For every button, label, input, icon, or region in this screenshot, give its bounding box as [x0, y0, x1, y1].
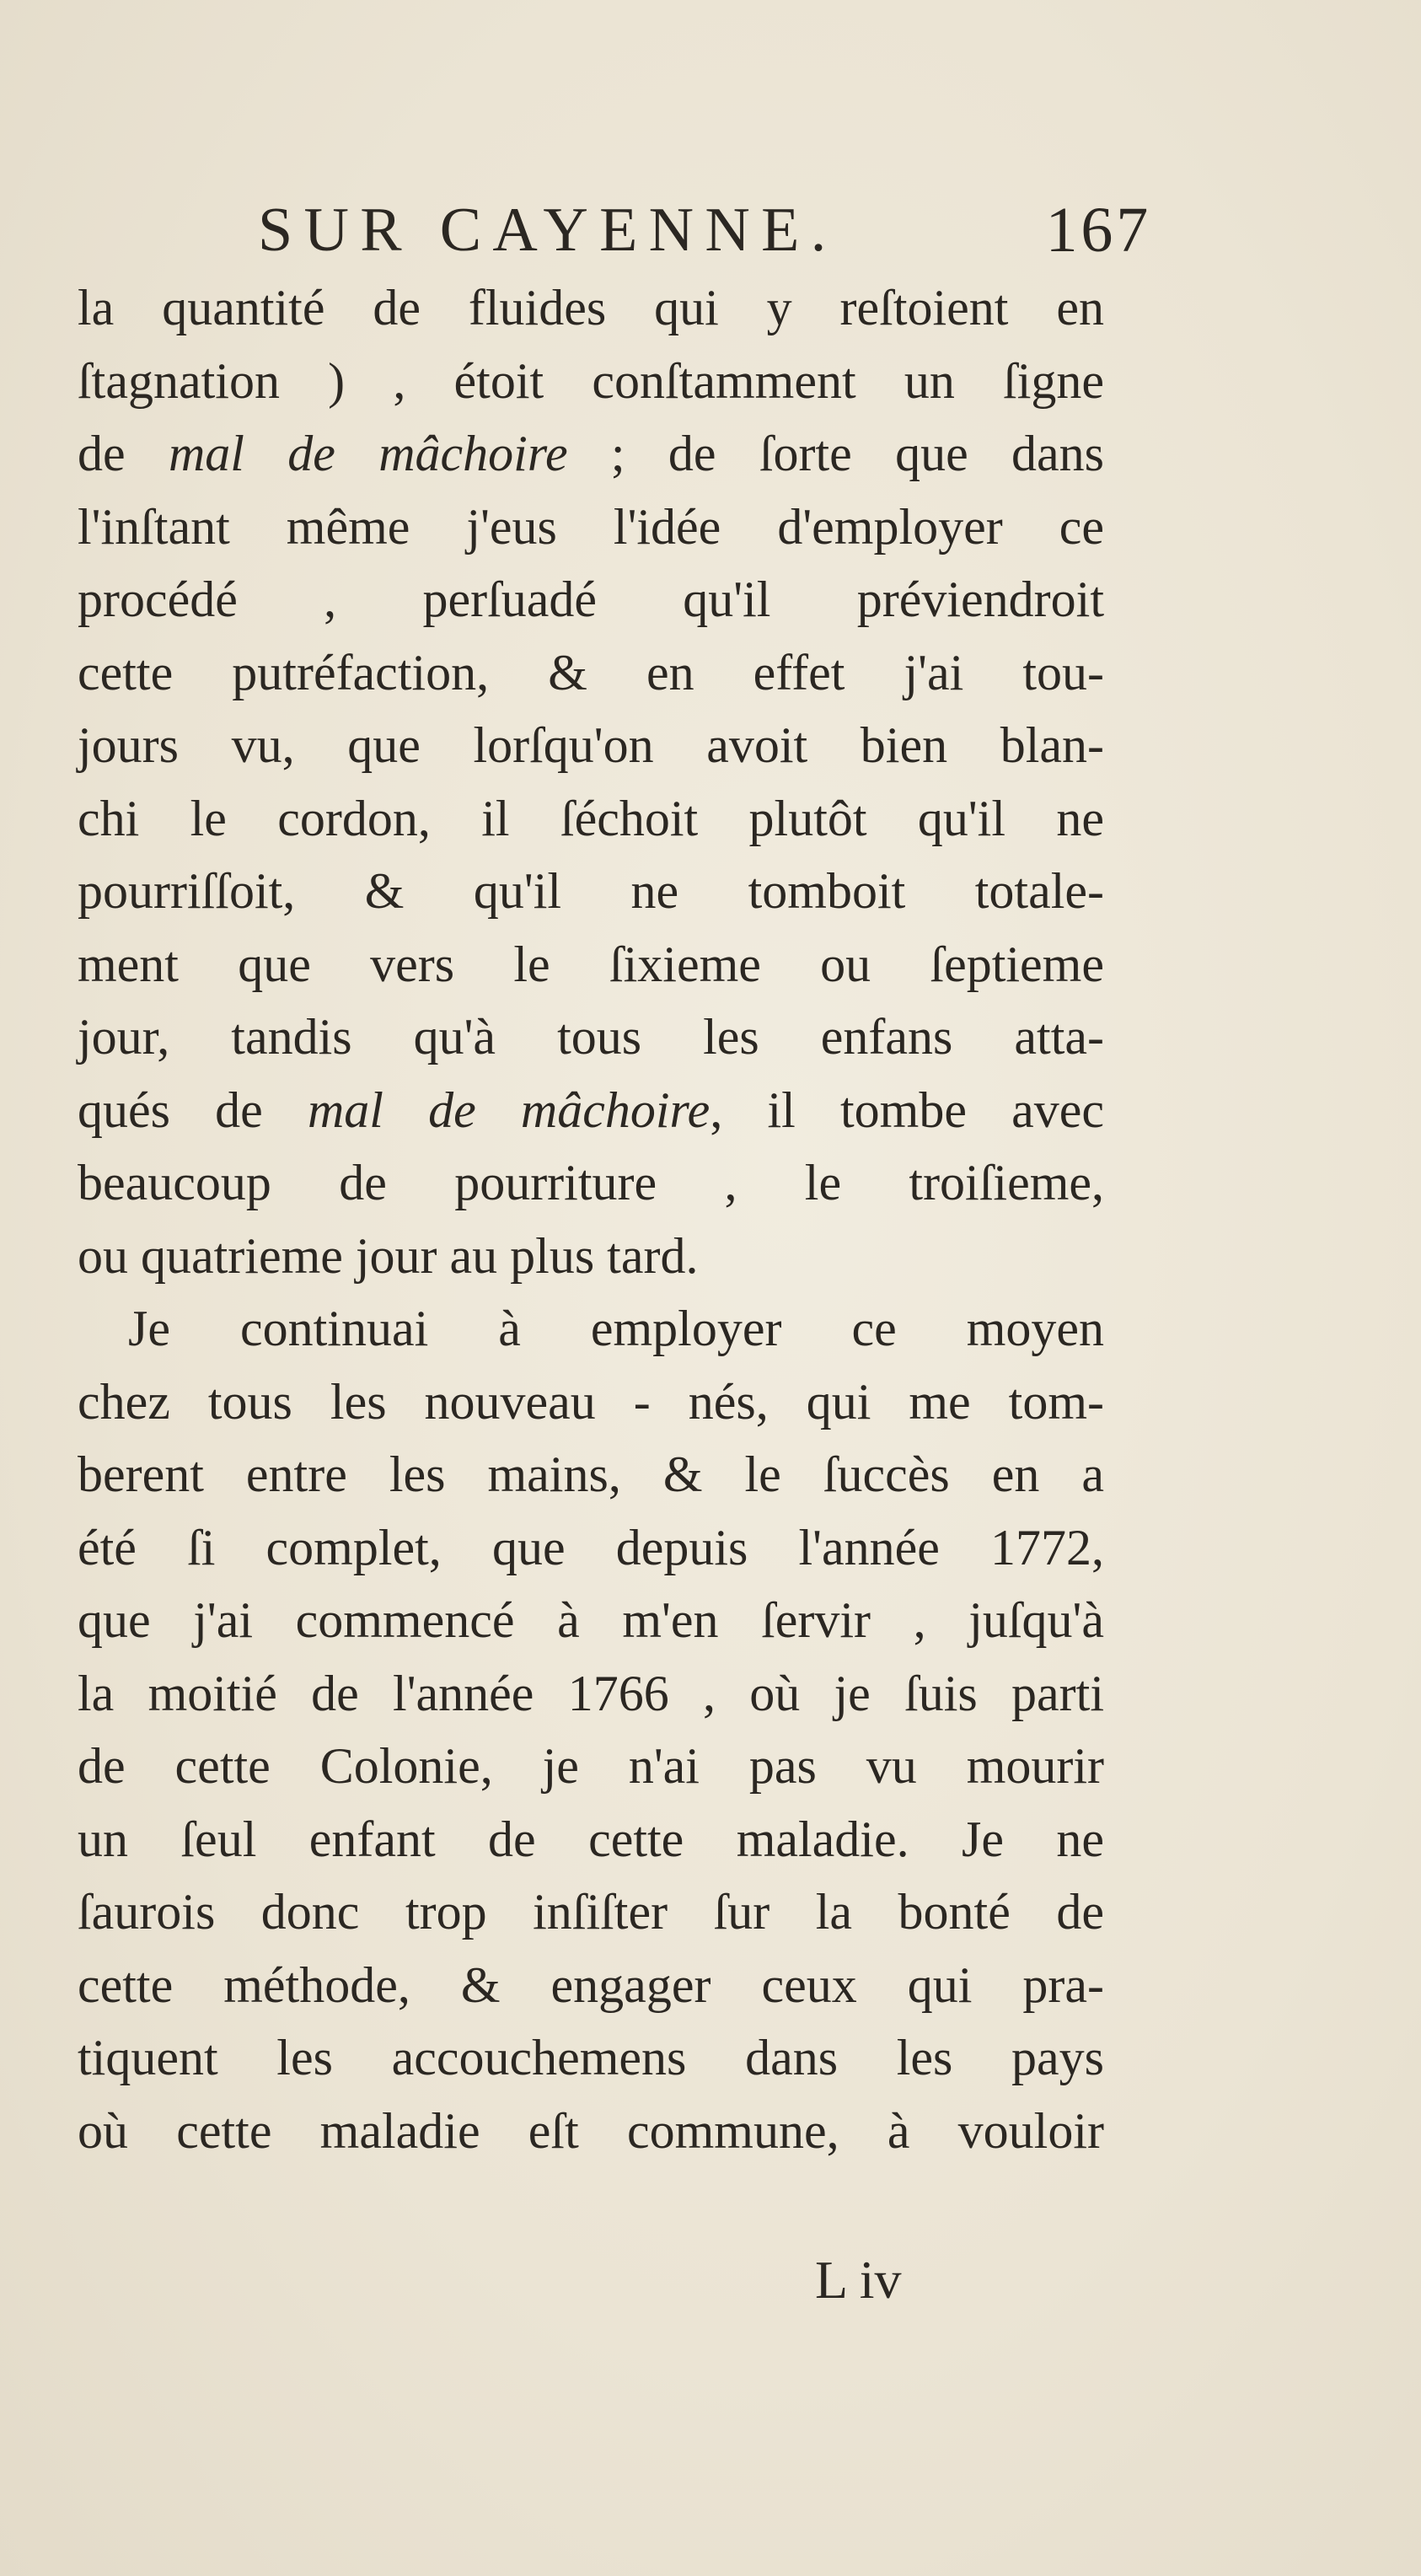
text-line: ment que vers le ſixieme ou ſeptieme: [78, 936, 1104, 992]
text-line: cette putréfaction, & en effet j'ai tou-: [78, 644, 1104, 700]
text-line: beaucoup de pourriture , le troiſieme,: [78, 1155, 1104, 1210]
text-line: de cette Colonie, je n'ai pas vu mourir: [78, 1738, 1104, 1794]
italic-phrase: mal de mâchoire: [307, 1081, 710, 1138]
page-number: 167: [1045, 195, 1151, 266]
paragraph-start-line: Je continuai à employer ce moyen: [128, 1301, 1104, 1356]
text-line: [78, 1074, 1104, 1147]
text-line: berent entre les mains, & le ſuccès en a: [78, 1446, 1104, 1502]
text-line: la moitié de l'année 1766 , où je ſuis parti: [78, 1665, 1104, 1721]
text-line: tiquent les accouchemens dans les pays: [78, 2030, 1104, 2085]
body-text: [78, 271, 1104, 2167]
text-line: pourriſſoit, & qu'il ne tomboit totale-: [78, 863, 1104, 919]
text-line: ſtagnation ) , étoit conſtamment un ſigne: [78, 352, 1104, 409]
text-line: jour, tandis qu'à tous les enfans atta-: [78, 1009, 1104, 1065]
text-line: [78, 417, 1104, 491]
italic-phrase: mal de mâchoire: [168, 426, 568, 481]
text-line: chi le cordon, il ſéchoit plutôt qu'il ne: [78, 790, 1104, 846]
text-line: où cette maladie eſt commune, à vouloir: [78, 2102, 1104, 2159]
text-line: cette méthode, & engager ceux qui pra-: [78, 1956, 1104, 2013]
text-line: chez tous les nouveau - nés, qui me tom-: [78, 1373, 1104, 1430]
text-segment: de: [78, 426, 169, 481]
text-line: jours vu, que lorſqu'on avoit bien blan-: [78, 717, 1104, 773]
text-line: ſaurois donc trop inſiſter ſur la bonté de: [78, 1884, 1104, 1940]
running-head: SUR CAYENNE.: [258, 196, 838, 265]
text-line: un ſeul enfant de cette maladie. Je ne: [78, 1811, 1104, 1867]
text-line: que j'ai commencé à m'en ſervir , juſqu'à: [78, 1592, 1104, 1648]
text-line: procédé , perſuadé qu'il préviendroit: [78, 572, 1104, 627]
text-segment: , il tombe avec: [710, 1081, 1105, 1138]
text-segment: qués de: [78, 1081, 308, 1138]
text-segment: ; de ſorte que dans: [567, 426, 1104, 481]
text-line: ou quatrieme jour au plus tard.: [78, 1227, 699, 1284]
text-line: la quantité de fluides qui y reſtoient en: [78, 280, 1104, 335]
text-line: l'inſtant même j'eus l'idée d'employer ce: [78, 498, 1104, 555]
page-header: [258, 192, 1151, 268]
text-line: été ſi complet, que depuis l'année 1772,: [78, 1519, 1104, 1575]
catchword-signature: L iv: [815, 2250, 902, 2310]
